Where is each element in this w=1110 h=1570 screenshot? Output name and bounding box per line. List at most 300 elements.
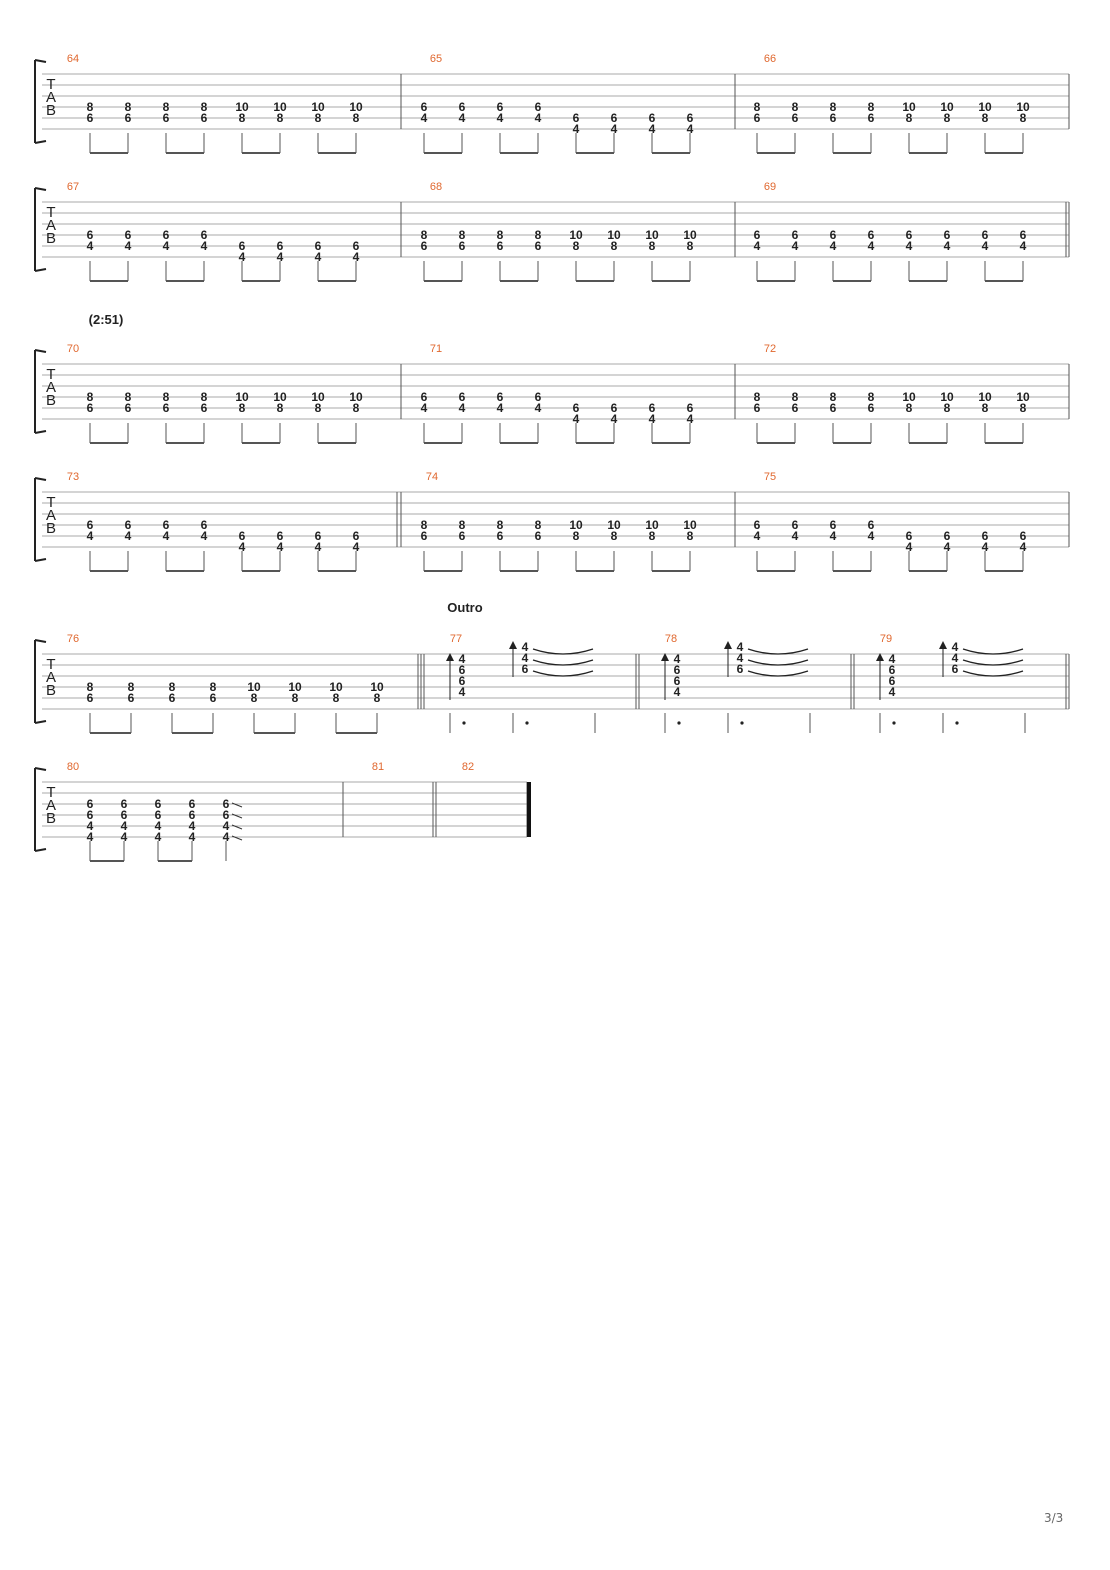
tab-fret-number: 6 xyxy=(86,808,94,822)
tab-fret-number: 8 xyxy=(352,111,360,125)
tab-fret-number: 6 xyxy=(458,100,466,114)
tab-fret-number: 6 xyxy=(124,111,132,125)
tab-fret-number: 6 xyxy=(86,228,94,242)
bracket-top-hook xyxy=(35,188,46,190)
tab-fret-number: 8 xyxy=(200,100,208,114)
tab-fret-number: 6 xyxy=(867,111,875,125)
tab-fret-number: 8 xyxy=(238,401,246,415)
tab-fret-number: 6 xyxy=(951,662,959,676)
tab-clef-letter: A xyxy=(45,507,57,524)
tab-fret-number: 4 xyxy=(124,239,132,253)
tab-fret-number: 6 xyxy=(314,529,322,543)
tab-fret-number: 4 xyxy=(648,412,656,426)
tab-fret-number: 6 xyxy=(154,808,162,822)
dotted-note-dot xyxy=(892,721,895,724)
tab-fret-number: 10 xyxy=(273,390,287,404)
tab-fret-number: 8 xyxy=(1019,401,1027,415)
tab-fret-number: 8 xyxy=(791,390,799,404)
tab-fret-number: 4 xyxy=(951,651,959,665)
tab-fret-number: 6 xyxy=(496,239,504,253)
tab-fret-number: 4 xyxy=(496,111,504,125)
tab-fret-number: 8 xyxy=(943,401,951,415)
tab-fret-number: 10 xyxy=(329,680,343,694)
tab-fret-number: 6 xyxy=(534,239,542,253)
bracket-bottom-hook xyxy=(35,141,46,143)
timestamp-annotation: (2:51) xyxy=(88,312,124,327)
tab-fret-number: 8 xyxy=(829,100,837,114)
tab-fret-number: 4 xyxy=(905,239,913,253)
measure-number: 76 xyxy=(66,633,80,645)
tab-clef-letter: A xyxy=(45,217,57,234)
measure-69 xyxy=(754,181,1069,281)
dotted-note-dot xyxy=(740,721,743,724)
tab-clef-letter: T xyxy=(46,784,56,801)
tab-fret-number: 4 xyxy=(791,239,799,253)
strum-up-arrow-icon xyxy=(939,641,947,649)
measure-number: 75 xyxy=(763,471,777,483)
tab-fret-number: 4 xyxy=(314,540,322,554)
tab-fret-number: 6 xyxy=(981,529,989,543)
tab-fret-number: 8 xyxy=(373,691,381,705)
tab-fret-number: 10 xyxy=(978,390,992,404)
tab-fret-number: 6 xyxy=(200,228,208,242)
tab-fret-number: 4 xyxy=(791,529,799,543)
tab-fret-number: 6 xyxy=(943,228,951,242)
measure-76 xyxy=(67,633,421,733)
tab-fret-number: 6 xyxy=(791,401,799,415)
tab-fret-number: 4 xyxy=(981,540,989,554)
tab-fret-number: 4 xyxy=(534,111,542,125)
tab-fret-number: 10 xyxy=(940,390,954,404)
tab-fret-number: 6 xyxy=(496,529,504,543)
tab-fret-number: 4 xyxy=(188,830,196,844)
tab-fret-number: 10 xyxy=(370,680,384,694)
measure-72 xyxy=(754,343,1069,443)
tab-fret-number: 10 xyxy=(311,100,325,114)
tab-fret-number: 10 xyxy=(235,100,249,114)
tab-fret-number: 8 xyxy=(753,100,761,114)
measure-71 xyxy=(421,343,735,443)
tab-clef-letter: T xyxy=(46,656,56,673)
tab-fret-number: 6 xyxy=(867,401,875,415)
tie-arc xyxy=(963,660,1023,665)
tab-fret-number: 4 xyxy=(420,401,428,415)
tab-fret-number: 6 xyxy=(610,111,618,125)
tab-fret-number: 8 xyxy=(209,680,217,694)
tab-fret-number: 10 xyxy=(1016,100,1030,114)
measure-number: 70 xyxy=(66,343,80,355)
tab-fret-number: 4 xyxy=(686,122,694,136)
page-number: 3/3 xyxy=(1044,1511,1064,1525)
tab-fret-number: 6 xyxy=(534,100,542,114)
tab-fret-number: 4 xyxy=(222,830,230,844)
tab-fret-number: 8 xyxy=(127,680,135,694)
tab-fret-number: 6 xyxy=(905,529,913,543)
tab-fret-number: 8 xyxy=(496,518,504,532)
tie-arc xyxy=(748,671,808,676)
tab-fret-number: 6 xyxy=(458,529,466,543)
tab-fret-number: 6 xyxy=(736,662,744,676)
tab-fret-number: 6 xyxy=(420,529,428,543)
tab-system-3 xyxy=(35,312,1069,443)
tab-fret-number: 4 xyxy=(673,652,681,666)
tab-fret-number: 8 xyxy=(981,111,989,125)
dotted-note-dot xyxy=(955,721,958,724)
tab-fret-number: 6 xyxy=(238,239,246,253)
measure-67 xyxy=(67,181,401,281)
tab-fret-number: 6 xyxy=(458,674,466,688)
tab-fret-number: 6 xyxy=(420,390,428,404)
tab-fret-number: 8 xyxy=(981,401,989,415)
measure-77 xyxy=(424,633,636,733)
tab-fret-number: 6 xyxy=(534,529,542,543)
tab-fret-number: 10 xyxy=(288,680,302,694)
tab-fret-number: 4 xyxy=(314,250,322,264)
tab-fret-number: 10 xyxy=(349,100,363,114)
tab-fret-number: 6 xyxy=(86,111,94,125)
tab-fret-number: 4 xyxy=(888,652,896,666)
tab-fret-number: 6 xyxy=(572,401,580,415)
tab-fret-number: 6 xyxy=(124,401,132,415)
tie-arc xyxy=(748,649,808,654)
tab-fret-number: 8 xyxy=(86,390,94,404)
tab-fret-number: 8 xyxy=(496,228,504,242)
tab-fret-number: 4 xyxy=(951,640,959,654)
tab-fret-number: 4 xyxy=(458,652,466,666)
tab-fret-number: 6 xyxy=(791,518,799,532)
tab-fret-number: 6 xyxy=(222,797,230,811)
tab-fret-number: 4 xyxy=(686,412,694,426)
measure-79 xyxy=(854,633,1069,733)
tab-fret-number: 6 xyxy=(829,401,837,415)
measure-73 xyxy=(67,471,397,571)
tie-arc xyxy=(963,649,1023,654)
measure-68 xyxy=(421,181,735,281)
tab-fret-number: 6 xyxy=(458,390,466,404)
tab-fret-number: 4 xyxy=(981,239,989,253)
strum-up-arrow-icon xyxy=(724,641,732,649)
tab-fret-number: 4 xyxy=(162,239,170,253)
tab-fret-number: 6 xyxy=(458,663,466,677)
tab-fret-number: 6 xyxy=(86,518,94,532)
tab-fret-number: 4 xyxy=(238,540,246,554)
tab-fret-number: 6 xyxy=(154,797,162,811)
tab-fret-number: 6 xyxy=(162,228,170,242)
tab-fret-number: 6 xyxy=(943,529,951,543)
tab-fret-number: 6 xyxy=(200,401,208,415)
tab-fret-number: 4 xyxy=(521,651,529,665)
tab-fret-number: 6 xyxy=(572,111,580,125)
tab-clef-letter: A xyxy=(45,797,57,814)
tab-fret-number: 6 xyxy=(686,111,694,125)
tab-fret-number: 6 xyxy=(867,518,875,532)
tab-system-2 xyxy=(35,181,1069,281)
tab-fret-number: 6 xyxy=(673,674,681,688)
bracket-top-hook xyxy=(35,478,46,480)
tab-fret-number: 4 xyxy=(276,540,284,554)
tab-fret-number: 8 xyxy=(86,100,94,114)
tab-fret-number: 8 xyxy=(291,691,299,705)
measure-number: 69 xyxy=(763,181,777,193)
tab-fret-number: 10 xyxy=(607,228,621,242)
measure-number: 81 xyxy=(371,761,385,773)
tab-clef-letter: T xyxy=(46,204,56,221)
tab-fret-number: 6 xyxy=(352,529,360,543)
tab-fret-number: 10 xyxy=(311,390,325,404)
tab-fret-number: 8 xyxy=(162,390,170,404)
bracket-bottom-hook xyxy=(35,721,46,723)
measure-number: 65 xyxy=(429,53,443,65)
measure-number: 66 xyxy=(763,53,777,65)
tab-fret-number: 10 xyxy=(978,100,992,114)
tab-fret-number: 4 xyxy=(276,250,284,264)
bracket-bottom-hook xyxy=(35,269,46,271)
tab-fret-number: 8 xyxy=(905,401,913,415)
tab-fret-number: 10 xyxy=(683,228,697,242)
tab-fret-number: 4 xyxy=(352,540,360,554)
measure-number: 78 xyxy=(664,633,678,645)
tab-fret-number: 6 xyxy=(120,808,128,822)
section-label-outro: Outro xyxy=(447,600,483,615)
tab-fret-number: 8 xyxy=(200,390,208,404)
tab-clef-letter: T xyxy=(46,366,56,383)
tab-fret-number: 8 xyxy=(867,100,875,114)
bracket-top-hook xyxy=(35,640,46,642)
tab-fret-number: 4 xyxy=(222,819,230,833)
tab-fret-number: 8 xyxy=(124,100,132,114)
tab-clef-letter: B xyxy=(45,230,57,247)
tie-arc xyxy=(748,660,808,665)
tab-fret-number: 6 xyxy=(314,239,322,253)
tie-arc xyxy=(533,671,593,676)
tab-fret-number: 4 xyxy=(458,685,466,699)
measure-66 xyxy=(754,53,1069,153)
tab-fret-number: 4 xyxy=(238,250,246,264)
tab-fret-number: 4 xyxy=(648,122,656,136)
dotted-note-dot xyxy=(462,721,465,724)
tab-clef-letter: T xyxy=(46,76,56,93)
tab-fret-number: 4 xyxy=(458,401,466,415)
tab-fret-number: 8 xyxy=(276,401,284,415)
tab-clef-letter: B xyxy=(45,102,57,119)
tab-fret-number: 4 xyxy=(86,830,94,844)
tab-fret-number: 6 xyxy=(648,111,656,125)
tab-clef-letter: A xyxy=(45,379,57,396)
bracket-top-hook xyxy=(35,60,46,62)
tab-fret-number: 6 xyxy=(209,691,217,705)
tab-fret-number: 6 xyxy=(200,518,208,532)
measure-74 xyxy=(421,471,735,571)
measure-70 xyxy=(67,343,401,443)
tab-fret-number: 6 xyxy=(673,663,681,677)
tab-fret-number: 4 xyxy=(200,239,208,253)
tab-clef-letter: B xyxy=(45,392,57,409)
tab-fret-number: 4 xyxy=(458,111,466,125)
tab-fret-number: 4 xyxy=(162,529,170,543)
tab-fret-number: 4 xyxy=(943,540,951,554)
tab-fret-number: 6 xyxy=(222,808,230,822)
tab-fret-number: 6 xyxy=(420,100,428,114)
tab-fret-number: 6 xyxy=(168,691,176,705)
tab-fret-number: 6 xyxy=(496,100,504,114)
tab-fret-number: 8 xyxy=(420,228,428,242)
tab-fret-number: 6 xyxy=(162,518,170,532)
measure-number: 72 xyxy=(763,343,777,355)
tab-fret-number: 4 xyxy=(888,685,896,699)
tab-fret-number: 6 xyxy=(458,239,466,253)
tab-clef-letter: B xyxy=(45,810,57,827)
measure-number: 80 xyxy=(66,761,80,773)
tab-fret-number: 10 xyxy=(902,100,916,114)
tab-fret-number: 8 xyxy=(648,529,656,543)
tab-fret-number: 6 xyxy=(521,662,529,676)
tab-fret-number: 4 xyxy=(1019,239,1027,253)
dotted-note-dot xyxy=(525,721,528,724)
tab-fret-number: 8 xyxy=(648,239,656,253)
measure-78 xyxy=(639,633,851,733)
tab-system-1 xyxy=(35,53,1069,153)
tab-fret-number: 6 xyxy=(127,691,135,705)
tab-fret-number: 8 xyxy=(458,228,466,242)
tab-fret-number: 6 xyxy=(124,518,132,532)
tab-fret-number: 6 xyxy=(829,518,837,532)
dotted-note-dot xyxy=(677,721,680,724)
tab-fret-number: 8 xyxy=(314,111,322,125)
measure-number: 74 xyxy=(425,471,439,483)
tab-fret-number: 6 xyxy=(610,401,618,415)
tab-fret-number: 10 xyxy=(902,390,916,404)
measure-64 xyxy=(67,53,401,153)
tab-fret-number: 4 xyxy=(154,830,162,844)
tie-arc xyxy=(533,660,593,665)
tab-fret-number: 10 xyxy=(247,680,261,694)
tab-fret-number: 10 xyxy=(940,100,954,114)
tab-fret-number: 6 xyxy=(686,401,694,415)
tab-fret-number: 8 xyxy=(86,680,94,694)
tab-fret-number: 4 xyxy=(1019,540,1027,554)
tab-fret-number: 6 xyxy=(829,111,837,125)
tab-fret-number: 8 xyxy=(686,529,694,543)
tab-fret-number: 8 xyxy=(753,390,761,404)
tab-fret-number: 8 xyxy=(1019,111,1027,125)
tab-fret-number: 8 xyxy=(314,401,322,415)
tab-fret-number: 4 xyxy=(905,540,913,554)
tab-clef-letter: B xyxy=(45,682,57,699)
tab-fret-number: 8 xyxy=(610,529,618,543)
tab-fret-number: 4 xyxy=(610,122,618,136)
tab-fret-number: 8 xyxy=(458,518,466,532)
tab-fret-number: 8 xyxy=(420,518,428,532)
tab-fret-number: 4 xyxy=(352,250,360,264)
tab-fret-number: 4 xyxy=(496,401,504,415)
tab-fret-number: 6 xyxy=(981,228,989,242)
tab-fret-number: 6 xyxy=(791,111,799,125)
tab-fret-number: 4 xyxy=(120,830,128,844)
tab-fret-number: 4 xyxy=(736,651,744,665)
tab-fret-number: 8 xyxy=(905,111,913,125)
tab-fret-number: 4 xyxy=(829,529,837,543)
tab-fret-number: 10 xyxy=(569,518,583,532)
tab-fret-number: 4 xyxy=(572,122,580,136)
tab-fret-number: 8 xyxy=(686,239,694,253)
bracket-bottom-hook xyxy=(35,431,46,433)
tab-fret-number: 10 xyxy=(645,518,659,532)
bracket-bottom-hook xyxy=(35,559,46,561)
tab-fret-number: 6 xyxy=(124,228,132,242)
tab-fret-number: 6 xyxy=(1019,529,1027,543)
tab-fret-number: 8 xyxy=(352,401,360,415)
tab-fret-number: 6 xyxy=(188,797,196,811)
tab-fret-number: 6 xyxy=(162,401,170,415)
tab-fret-number: 8 xyxy=(572,239,580,253)
tab-fret-number: 10 xyxy=(273,100,287,114)
tab-fret-number: 6 xyxy=(420,239,428,253)
tab-fret-number: 6 xyxy=(905,228,913,242)
tab-fret-number: 4 xyxy=(86,819,94,833)
tab-fret-number: 4 xyxy=(753,529,761,543)
bracket-bottom-hook xyxy=(35,849,46,851)
measure-number: 71 xyxy=(429,343,443,355)
tab-fret-number: 8 xyxy=(829,390,837,404)
tab-fret-number: 6 xyxy=(86,691,94,705)
tab-fret-number: 4 xyxy=(124,529,132,543)
tab-fret-number: 4 xyxy=(200,529,208,543)
measure-number: 73 xyxy=(66,471,80,483)
tab-fret-number: 6 xyxy=(888,663,896,677)
tab-clef-letter: A xyxy=(45,89,57,106)
tab-fret-number: 4 xyxy=(867,239,875,253)
tab-fret-number: 8 xyxy=(867,390,875,404)
tab-clef-letter: A xyxy=(45,669,57,686)
tie-arc xyxy=(533,649,593,654)
tab-fret-number: 8 xyxy=(276,111,284,125)
tab-fret-number: 6 xyxy=(753,401,761,415)
bracket-top-hook xyxy=(35,350,46,352)
tab-fret-number: 8 xyxy=(332,691,340,705)
final-barline xyxy=(527,782,531,837)
tab-fret-number: 8 xyxy=(250,691,258,705)
tab-fret-number: 4 xyxy=(753,239,761,253)
tab-fret-number: 6 xyxy=(276,239,284,253)
strum-up-arrow-icon xyxy=(509,641,517,649)
tab-fret-number: 4 xyxy=(673,685,681,699)
tab-fret-number: 6 xyxy=(162,111,170,125)
tab-fret-number: 6 xyxy=(1019,228,1027,242)
tab-fret-number: 6 xyxy=(867,228,875,242)
tab-fret-number: 6 xyxy=(648,401,656,415)
tab-fret-number: 4 xyxy=(829,239,837,253)
tab-fret-number: 4 xyxy=(736,640,744,654)
tab-fret-number: 10 xyxy=(1016,390,1030,404)
tab-fret-number: 6 xyxy=(86,401,94,415)
tab-fret-number: 8 xyxy=(162,100,170,114)
measure-number: 82 xyxy=(461,761,475,773)
tab-fret-number: 8 xyxy=(791,100,799,114)
tab-fret-number: 4 xyxy=(534,401,542,415)
tab-fret-number: 6 xyxy=(352,239,360,253)
tab-fret-number: 6 xyxy=(496,390,504,404)
tab-fret-number: 4 xyxy=(188,819,196,833)
tab-fret-number: 10 xyxy=(683,518,697,532)
measure-number: 67 xyxy=(66,181,80,193)
tab-fret-number: 6 xyxy=(276,529,284,543)
tab-fret-number: 10 xyxy=(235,390,249,404)
measure-number: 68 xyxy=(429,181,443,193)
tab-fret-number: 4 xyxy=(154,819,162,833)
tab-fret-number: 6 xyxy=(188,808,196,822)
tab-system-5 xyxy=(35,600,1069,733)
tab-fret-number: 10 xyxy=(607,518,621,532)
